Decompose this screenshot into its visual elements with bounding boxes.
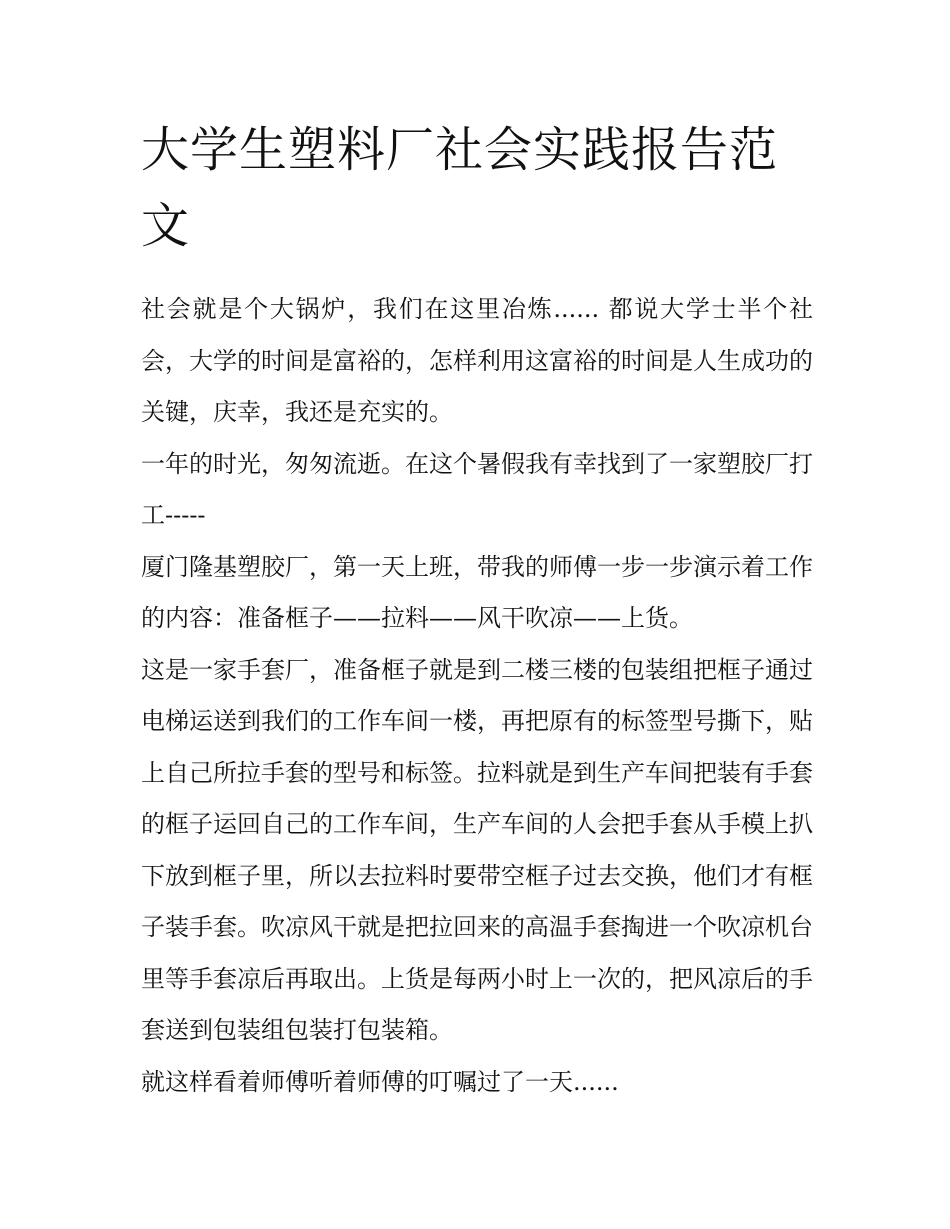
paragraph-work-details: 这是一家手套厂，准备框子就是到二楼三楼的包装组把框子通过电梯运送到我们的工作车间一楼，再把原有的标签型号撕下，贴上自己所拉手套的型号和标签。拉料就是到生产车间把装有手套的框子运回自己的工作车间，生产车间的人会把手套从手模上扒下放到框子里，所以去拉料时要带空框子过去交换，他们才有框子装手套。吹凉风干就是把拉回来的高温手套掏进一个吹凉机台里等手套凉后再取出。上货是每两小时上一次的，把风凉后的手套送到包装组包装打包装箱。 <box>141 655 813 1044</box>
paragraph-intro: 社会就是个大锅炉，我们在这里冶炼...... 都说大学士半个社会，大学的时间是富裕的，怎样利用这富裕的时间是人生成功的关键，庆幸，我还是充实的。 <box>141 295 813 426</box>
paragraph-summer-job: 一年的时光，匆匆流逝。在这个暑假我有幸找到了一家塑胶厂打工----- <box>141 449 813 529</box>
document-body <box>141 284 813 1108</box>
paragraph-closing: 就这样看着师傅听着师傅的叮嘱过了一天...... <box>141 1067 619 1096</box>
document-title: 大学生塑料厂社会实践报告范文 <box>141 122 779 254</box>
document-content <box>141 112 813 1108</box>
paragraph-first-day: 厦门隆基塑胶厂，第一天上班，带我的师傅一步一步演示着工作的内容：准备框子——拉料——风干吹凉——上货。 <box>141 552 813 632</box>
